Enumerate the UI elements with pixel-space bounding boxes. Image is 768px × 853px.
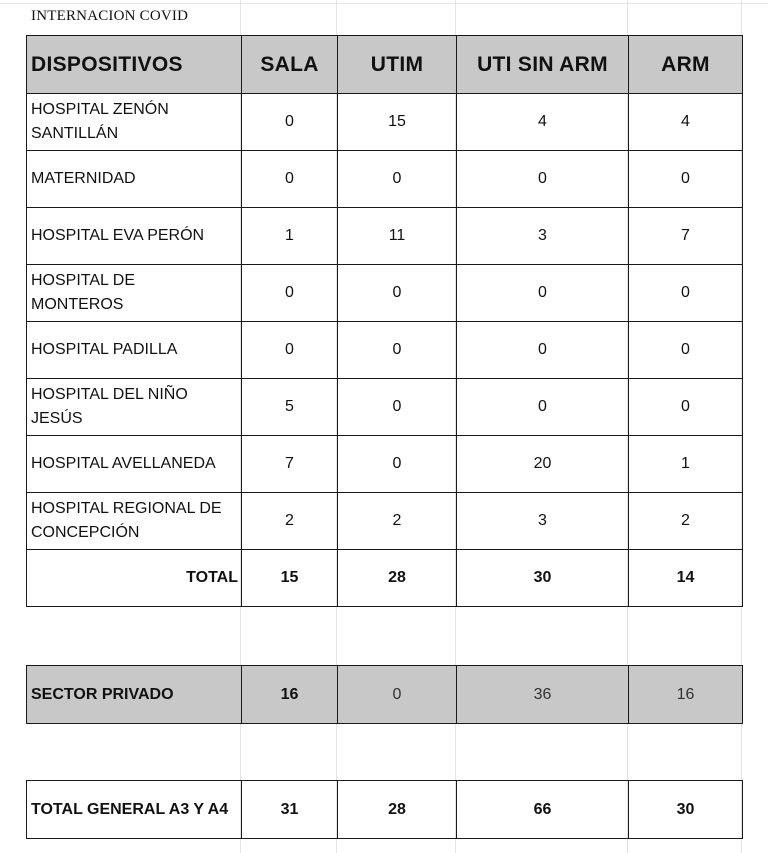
- cell-utim: 0: [338, 322, 457, 379]
- row-name: [27, 493, 242, 550]
- general-utim: 28: [338, 781, 457, 839]
- cell-utim: 2: [338, 493, 457, 550]
- cell-sala: 2: [242, 493, 338, 550]
- row-name-text: HOSPITAL AVELLANEDA: [31, 455, 216, 472]
- row-name: [27, 436, 242, 493]
- header-dispositivos: DISPOSITIVOS: [27, 36, 242, 94]
- private-utim: 0: [338, 666, 457, 724]
- general-uti: 66: [457, 781, 629, 839]
- header-sala: SALA: [242, 36, 338, 94]
- cell-arm: 0: [629, 379, 743, 436]
- row-name-text: MATERNIDAD: [31, 170, 136, 187]
- row-name-text: HOSPITAL ZENÓN SANTILLÁN: [31, 101, 169, 142]
- total-label: TOTAL: [27, 550, 242, 607]
- table-row: [27, 493, 743, 550]
- row-name-text: HOSPITAL DEL NIÑO JESÚS: [31, 386, 188, 427]
- cell-sala: 1: [242, 208, 338, 265]
- row-name: [27, 151, 242, 208]
- total-utim: 28: [338, 550, 457, 607]
- sheet-title: INTERNACION COVID: [31, 8, 189, 24]
- cell-utim: 0: [338, 379, 457, 436]
- row-name: [27, 208, 242, 265]
- cell-arm: 0: [629, 265, 743, 322]
- row-name-text: HOSPITAL PADILLA: [31, 341, 178, 358]
- table-row: [27, 436, 743, 493]
- row-name: [27, 322, 242, 379]
- row-name: [27, 94, 242, 151]
- cell-uti: 4: [457, 94, 629, 151]
- general-arm: 30: [629, 781, 743, 839]
- private-arm: 16: [629, 666, 743, 724]
- cell-sala: 5: [242, 379, 338, 436]
- cell-utim: 0: [338, 151, 457, 208]
- row-name-text: HOSPITAL DE MONTEROS: [31, 272, 136, 313]
- header-arm: ARM: [629, 36, 743, 94]
- cell-arm: 2: [629, 493, 743, 550]
- cell-sala: 0: [242, 322, 338, 379]
- general-label: TOTAL GENERAL A3 Y A4: [27, 781, 242, 839]
- private-uti: 36: [457, 666, 629, 724]
- cell-arm: 7: [629, 208, 743, 265]
- table-row: [27, 379, 743, 436]
- gridline: [0, 3, 768, 4]
- table-row: [27, 208, 743, 265]
- row-name: [27, 265, 242, 322]
- total-arm: 14: [629, 550, 743, 607]
- cell-arm: 4: [629, 94, 743, 151]
- cell-utim: 0: [338, 265, 457, 322]
- cell-sala: 0: [242, 265, 338, 322]
- total-sala: 15: [242, 550, 338, 607]
- row-name-text: HOSPITAL EVA PERÓN: [31, 227, 205, 244]
- private-sala: 16: [242, 666, 338, 724]
- table-row: [27, 94, 743, 151]
- header-row: [27, 36, 743, 94]
- private-label: SECTOR PRIVADO: [27, 666, 242, 724]
- cell-uti: 3: [457, 208, 629, 265]
- header-utim: UTIM: [338, 36, 457, 94]
- private-sector-table: [26, 665, 743, 724]
- cell-arm: 0: [629, 322, 743, 379]
- table-row: [27, 322, 743, 379]
- general-total-row: [27, 781, 743, 839]
- cell-uti: 20: [457, 436, 629, 493]
- cell-arm: 1: [629, 436, 743, 493]
- cell-uti: 0: [457, 379, 629, 436]
- cell-utim: 15: [338, 94, 457, 151]
- total-uti: 30: [457, 550, 629, 607]
- cell-utim: 0: [338, 436, 457, 493]
- row-name-text: HOSPITAL REGIONAL DE CONCEPCIÓN: [31, 500, 222, 541]
- row-name: [27, 379, 242, 436]
- table-row: [27, 151, 743, 208]
- general-total-table: [26, 780, 743, 839]
- header-uti-sin-arm: UTI SIN ARM: [457, 36, 629, 94]
- cell-sala: 0: [242, 151, 338, 208]
- table-row: [27, 265, 743, 322]
- total-row: [27, 550, 743, 607]
- cell-uti: 0: [457, 151, 629, 208]
- general-sala: 31: [242, 781, 338, 839]
- cell-arm: 0: [629, 151, 743, 208]
- cell-uti: 3: [457, 493, 629, 550]
- cell-sala: 7: [242, 436, 338, 493]
- cell-uti: 0: [457, 265, 629, 322]
- cell-uti: 0: [457, 322, 629, 379]
- private-sector-row: [27, 666, 743, 724]
- cell-utim: 11: [338, 208, 457, 265]
- cell-sala: 0: [242, 94, 338, 151]
- main-table: [26, 35, 743, 607]
